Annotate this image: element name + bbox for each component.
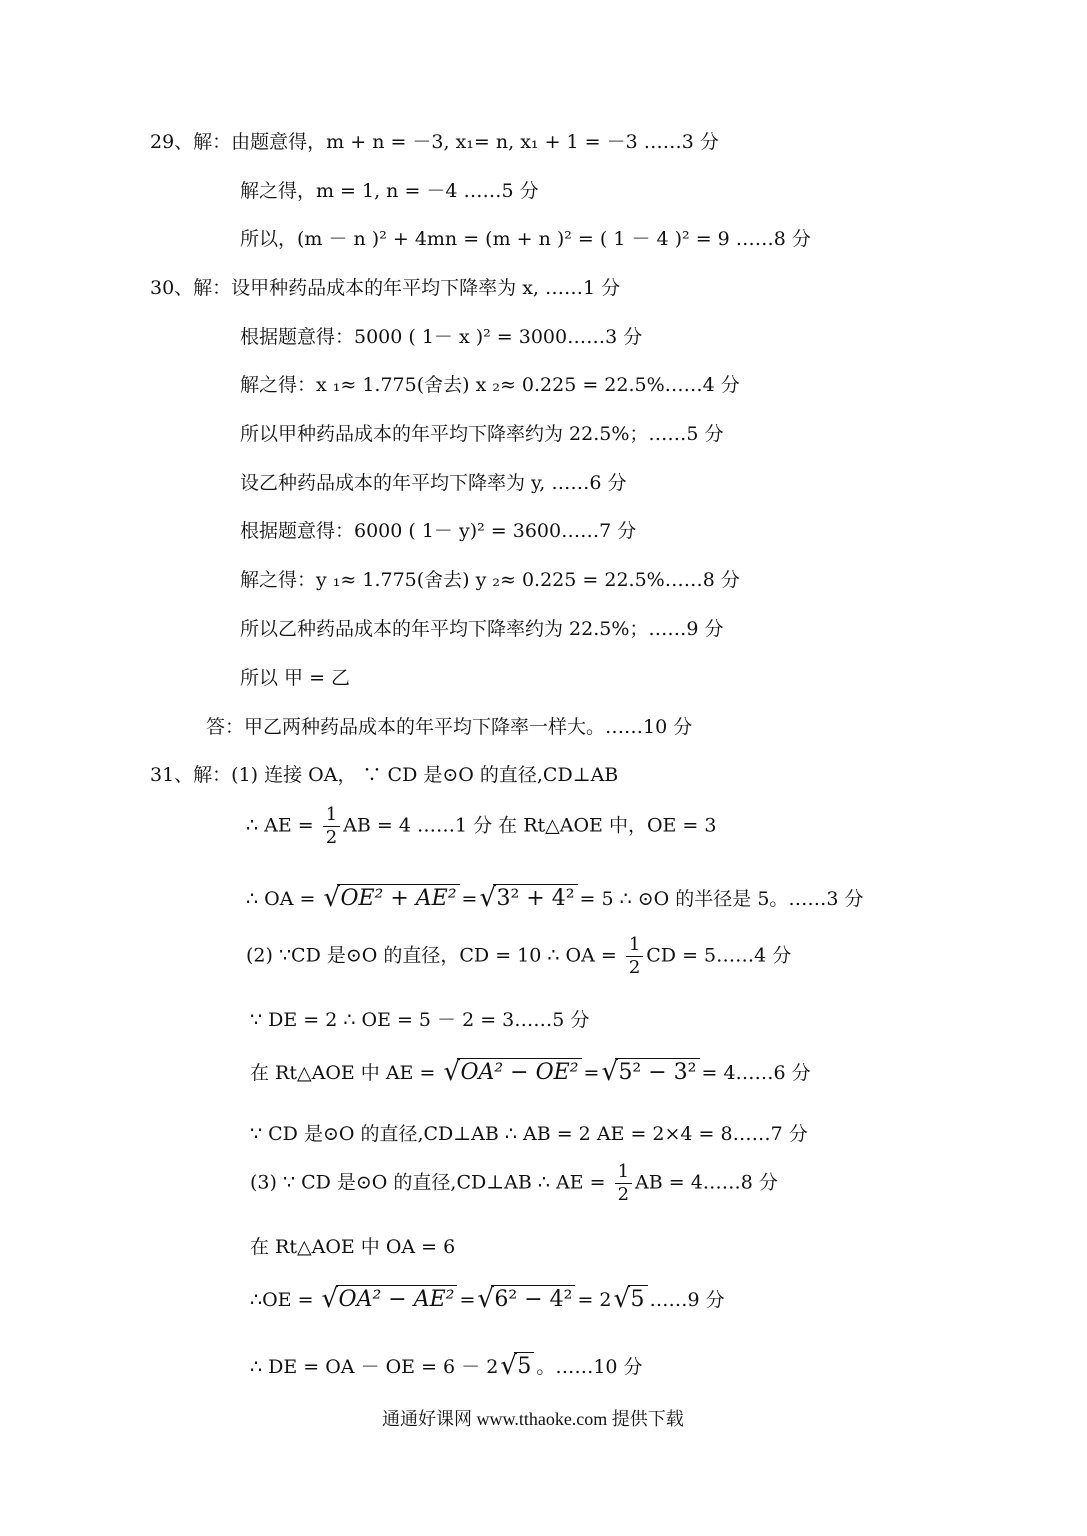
radicand: 5² − 3² — [615, 1058, 699, 1085]
q29-line-2: 解之得，m = 1, n = －4 ……5 分 — [240, 180, 539, 202]
radical-3-4 — [479, 883, 577, 913]
q31-line-10-a: ∴OE = — [250, 1289, 320, 1311]
radical-oe-ae — [323, 883, 459, 913]
fraction-denominator: 2 — [325, 827, 338, 848]
q29-line-1: 29、解：由题意得，m + n = －3, x₁= n, x₁ + 1 = －3 ……3 分 — [150, 131, 719, 153]
q31-line-5: ∵ DE = 2 ∴ OE = 5 － 2 = 3……5 分 — [250, 1009, 590, 1031]
half-fraction — [323, 806, 340, 847]
radicand: 3² + 4² — [493, 884, 577, 911]
sqrt-symbol-icon: √ — [601, 1057, 619, 1087]
fraction-denominator: 2 — [628, 957, 641, 978]
sqrt-symbol-icon: √ — [477, 1284, 494, 1314]
q30-line-8: 所以乙种药品成本的年平均下降率约为 22.5%；……9 分 — [240, 618, 724, 640]
fraction-numerator: 1 — [323, 806, 340, 827]
radical-5-3 — [601, 1057, 699, 1087]
q31-line-4-b: CD = 5……4 分 — [646, 944, 792, 967]
q31-line-7: ∵ CD 是⊙O 的直径,CD⊥AB ∴ AB = 2 AE = 2×4 = 8……7 分 — [250, 1123, 808, 1145]
q31-line-10-d: ……9 分 — [649, 1289, 725, 1311]
radicand: OE² + AE² — [337, 884, 459, 911]
q31-line-2 — [246, 806, 716, 847]
q31-line-10-c: = 2 — [577, 1289, 612, 1311]
radicand: OA² − OE² — [457, 1058, 581, 1085]
fraction-numerator: 1 — [615, 1163, 632, 1184]
radicand: 6² − 4² — [491, 1285, 575, 1312]
q31-line-6-b: = — [583, 1062, 600, 1084]
q30-line-6: 根据题意得：6000 ( 1－ y)² = 3600……7 分 — [240, 520, 637, 542]
radicand: OA² − AE² — [336, 1285, 458, 1312]
q31-line-3-c: = 5 ∴ ⊙O 的半径是 5。……3 分 — [579, 888, 864, 910]
half-fraction — [615, 1163, 632, 1204]
sqrt-symbol-icon: √ — [500, 1351, 517, 1381]
q31-line-4 — [246, 936, 791, 977]
q31-line-6-c: = 4……6 分 — [701, 1062, 811, 1084]
q30-line-4: 所以甲种药品成本的年平均下降率约为 22.5%；……5 分 — [240, 423, 724, 445]
radicand: 5 — [514, 1352, 534, 1379]
q31-line-8 — [250, 1163, 778, 1204]
q31-line-6 — [250, 1057, 811, 1087]
q31-line-10 — [250, 1284, 725, 1314]
q30-line-2: 根据题意得：5000 ( 1－ x )² = 3000……3 分 — [240, 326, 643, 348]
q31-line-11-b: 。……10 分 — [536, 1356, 643, 1378]
q31-line-11-a: ∴ DE = OA － OE = 6 － 2 — [250, 1356, 499, 1378]
fraction-denominator: 2 — [617, 1184, 630, 1205]
q31-line-3 — [246, 883, 864, 913]
q31-line-6-a: 在 Rt△AOE 中 AE = — [250, 1062, 442, 1084]
page-footer: 通通好课网 www.tthaoke.com 提供下载 — [382, 1409, 684, 1429]
q31-line-2-a: ∴ AE = — [246, 814, 320, 837]
half-fraction — [626, 936, 643, 977]
radicand: 5 — [628, 1285, 648, 1312]
q30-line-3: 解之得：x ₁≈ 1.775(舍去) x ₂≈ 0.225 = 22.5%……4 分 — [240, 374, 740, 396]
sqrt-symbol-icon: √ — [321, 1284, 339, 1314]
q31-line-10-b: = — [459, 1289, 476, 1311]
fraction-numerator: 1 — [626, 936, 643, 957]
radical-5 — [613, 1284, 648, 1314]
sqrt-symbol-icon: √ — [443, 1057, 461, 1087]
q31-line-3-a: ∴ OA = — [246, 888, 322, 910]
q30-line-7: 解之得：y ₁≈ 1.775(舍去) y ₂≈ 0.225 = 22.5%……8 分 — [240, 569, 740, 591]
sqrt-symbol-icon: √ — [323, 883, 341, 913]
q31-line-2-b: AB = 4 ……1 分 在 Rt△AOE 中，OE = 3 — [343, 814, 717, 837]
radical-6-4 — [477, 1284, 575, 1314]
q31-line-4-a: (2) ∵CD 是⊙O 的直径，CD = 10 ∴ OA = — [246, 944, 623, 967]
q31-line-8-a: (3) ∵ CD 是⊙O 的直径,CD⊥AB ∴ AE = — [250, 1171, 612, 1194]
sqrt-symbol-icon: √ — [613, 1284, 631, 1314]
q31-line-8-b: AB = 4……8 分 — [635, 1171, 778, 1194]
q30-line-5: 设乙种药品成本的年平均下降率为 y, ……6 分 — [240, 472, 627, 494]
q30-line-1: 30、解：设甲种药品成本的年平均下降率为 x, ……1 分 — [150, 277, 621, 299]
radical-5 — [500, 1351, 534, 1381]
radical-oa-oe — [443, 1057, 581, 1087]
sqrt-symbol-icon: √ — [479, 883, 497, 913]
q31-line-3-b: = — [461, 888, 478, 910]
q30-answer: 答：甲乙两种药品成本的年平均下降率一样大。……10 分 — [206, 716, 693, 738]
radical-oa-ae — [321, 1284, 458, 1314]
q31-line-11 — [250, 1351, 643, 1381]
q30-line-9: 所以 甲 = 乙 — [240, 667, 351, 689]
q31-line-9: 在 Rt△AOE 中 OA = 6 — [250, 1236, 456, 1258]
q29-line-3: 所以，(m － n )² + 4mn = (m + n )² = ( 1 － 4 )² = 9 ……8 分 — [240, 228, 811, 250]
q31-line-1: 31、解：(1) 连接 OA， ∵ CD 是⊙O 的直径,CD⊥AB — [150, 764, 619, 786]
